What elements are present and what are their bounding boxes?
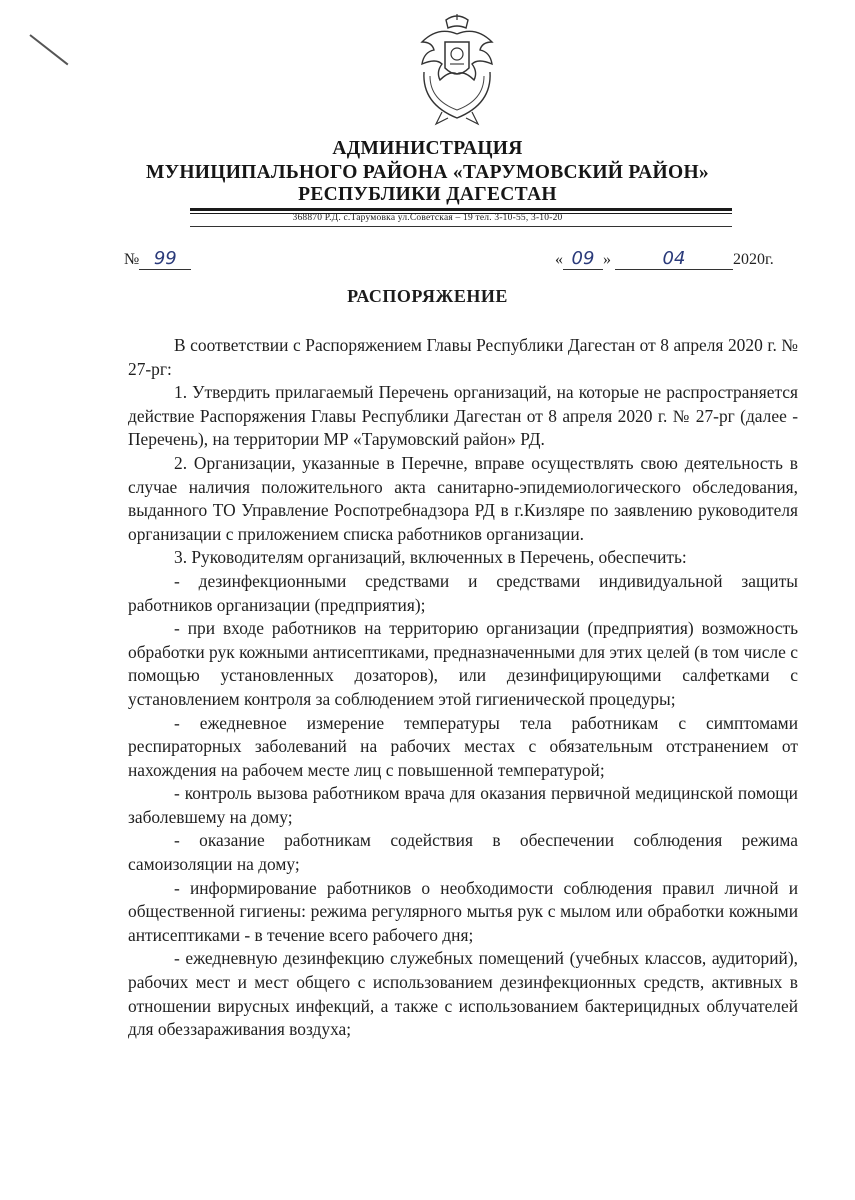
- paragraph-item-3: 3. Руководителям организаций, включенных в Перечень, обеспечить:: [174, 547, 687, 568]
- list-item-self-isolation: - оказание работникам содействия в обеспечении соблюдения режима самоизоляции на дому;: [128, 830, 798, 875]
- scan-mark: [29, 34, 68, 65]
- org-name-line-1: АДМИНИСТРАЦИЯ: [332, 138, 523, 159]
- paragraph-item-1: 1. Утвердить прилагаемый Перечень организаций, на которые не распространяется действие Распоряжения Главы Республики Дагестан от 8 апреля 2020 г. № 27-рг (далее - Перечень), на территории МР «Тарумовский район» РД.: [128, 382, 798, 450]
- coat-of-arms-icon: [412, 12, 502, 130]
- paragraph-preamble: В соответствии с Распоряжением Главы Республики Дагестан от 8 апреля 2020 г. № 27-рг:: [128, 335, 798, 379]
- list-item-hand-treatment: - при входе работников на территорию организации (предприятия) возможность обработки рук кожными антисептиками, предназначенными для этих целей (в том числе с помощью установленных дозаторов), или дезинфицирующими салфетками с установлением контроля за соблюдением этой гигиенической процедуры;: [128, 618, 798, 709]
- list-item-disinfectants: - дезинфекционными средствами и средствами индивидуальной защиты работников организации (предприятия);: [128, 570, 798, 615]
- org-name-line-3: РЕСПУБЛИКИ ДАГЕСТАН: [298, 184, 557, 205]
- date-year: 2020г.: [733, 251, 774, 268]
- document-title: РАСПОРЯЖЕНИЕ: [347, 286, 508, 306]
- registration-number: [124, 248, 191, 270]
- org-name-line-2: МУНИЦИПАЛЬНОГО РАЙОНА «ТАРУМОВСКИЙ РАЙОН»: [146, 162, 709, 183]
- list-item-temperature: - ежедневное измерение температуры тела работникам с симптомами респираторных заболеваний на рабочих местах с обязательным отстранением от нахождения на рабочем месте лиц с повышенной температурой;: [128, 712, 798, 780]
- date-close-quote: »: [603, 251, 611, 268]
- org-address: 368870 Р.Д. с.Тарумовка ул.Советская – 19 тел. 3-10-55, 3-10-20: [292, 213, 563, 223]
- header-rule-thick: [190, 208, 732, 211]
- list-item-daily-disinfection: - ежедневную дезинфекцию служебных помещений (учебных классов, аудиторий), рабочих мест и мест общего с использованием дезинфекционных средств, активных в отношении вирусных инфекций, а также с использованием бактерицидных облучателей для обеззараживания воздуха;: [128, 948, 798, 1040]
- list-item-doctor-call: - контроль вызова работником врача для оказания первичной медицинской помощи заболевшему на дому;: [128, 783, 798, 827]
- date-open-quote: «: [555, 251, 563, 268]
- document-body: [128, 334, 798, 1042]
- list-item-hygiene-info: - информирование работников о необходимости соблюдения правил личной и общественной гигиены: режима регулярного мытья рук с мылом или обработки кожными антисептиками - в течение всего рабочего дня;: [128, 877, 798, 945]
- number-prefix: №: [124, 251, 140, 268]
- paragraph-item-2: 2. Организации, указанные в Перечне, вправе осуществлять свою деятельность в случае наличия положительного акта санитарно-эпидемиологического обследования, выданного ТО Управление Роспотребнадзора РД в г.Кизляре по заявлению руководителя организации с приложением списка работников организации.: [128, 452, 798, 544]
- registration-date: [555, 248, 774, 270]
- handwritten-month: 04: [615, 248, 733, 270]
- address-underline: [190, 226, 732, 227]
- handwritten-number: 99: [139, 248, 191, 270]
- handwritten-day: 09: [563, 248, 603, 270]
